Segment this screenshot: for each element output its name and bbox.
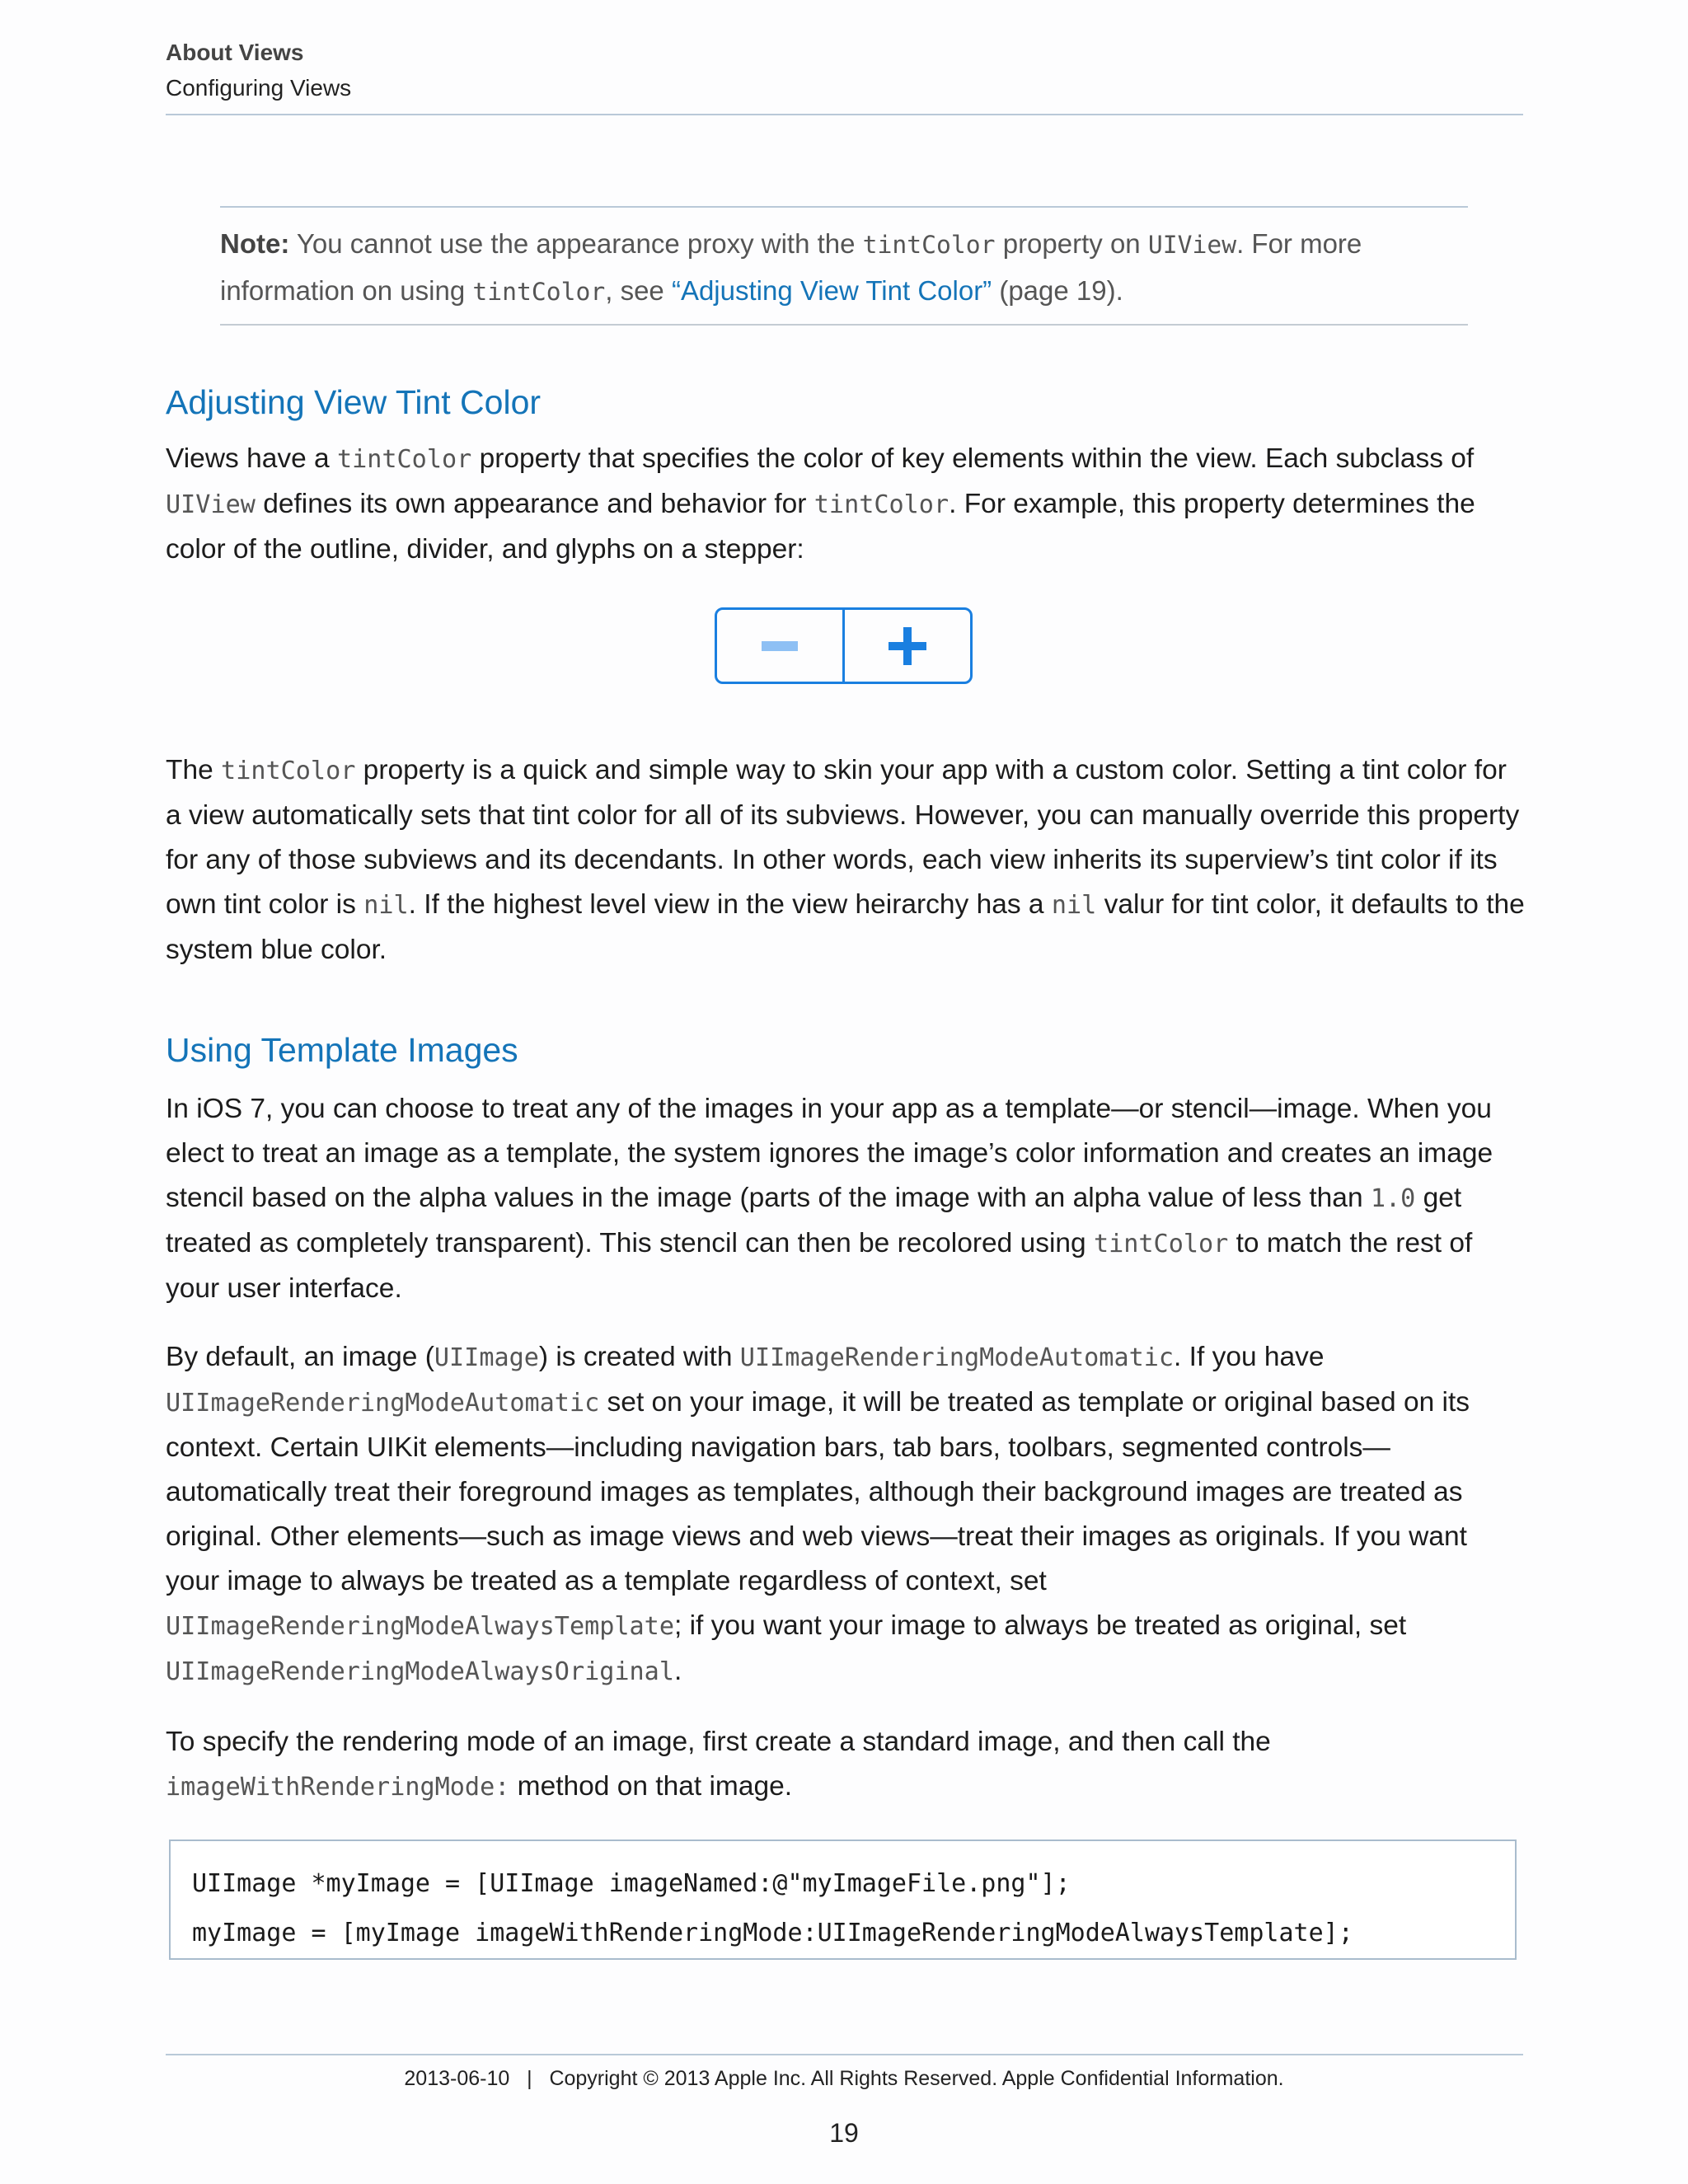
text-run: . For example, this property determines the color of the outline, divider, and glyphs on a stepper:	[166, 489, 1475, 565]
code-term: tintColor	[336, 445, 472, 474]
text-run: Views have a	[166, 443, 337, 474]
note-bottom-divider	[220, 324, 1468, 326]
code-term: UIView	[1147, 231, 1237, 260]
code-term: UIImageRenderingModeAutomatic	[739, 1343, 1175, 1372]
code-term: UIImage	[434, 1343, 539, 1372]
code-term: UIImageRenderingModeAutomatic	[166, 1389, 600, 1418]
text-run: (page 19).	[992, 275, 1123, 306]
header-section: Configuring Views	[166, 75, 352, 101]
minus-icon	[762, 641, 798, 651]
stepper-decrement	[717, 610, 845, 682]
header-divider	[166, 114, 1523, 115]
paragraph	[166, 437, 1526, 572]
cross-reference-link[interactable]: “Adjusting View Tint Color”	[671, 275, 992, 306]
text-run: method on that image.	[509, 1771, 793, 1802]
code-term: UIView	[166, 490, 256, 519]
code-listing	[169, 1840, 1517, 1960]
footer-copyright: 2013-06-10 | Copyright © 2013 Apple Inc. All Rights Reserved. Apple Confidential Information.	[404, 2067, 1284, 2090]
note-label: Note:	[220, 228, 290, 259]
section-heading-tint-color: Adjusting View Tint Color	[166, 383, 542, 421]
text-run: To specify the rendering mode of an image, first create a standard image, and then call the	[166, 1727, 1271, 1757]
section-heading-template-images: Using Template Images	[166, 1031, 518, 1069]
footer-divider	[166, 2054, 1523, 2055]
code-line: myImage = [myImage imageWithRenderingMode:UIImageRenderingModeAlwaysTemplate];	[192, 1919, 1353, 1947]
text-run: . For more information on using	[220, 228, 1362, 306]
text-run: property on	[995, 228, 1148, 259]
text-run: You cannot use the appearance proxy with the	[289, 228, 863, 259]
code-term: tintColor	[862, 231, 996, 260]
code-term: UIImageRenderingModeAlwaysOriginal	[166, 1657, 674, 1686]
text-run: By default, an image (	[166, 1342, 434, 1372]
text-run: In iOS 7, you can choose to treat any of the images in your app as a template—or stencil—image. When you elect to treat an image as a template, the system ignores the image’s color information and creates an image stencil based on the alpha values in the image (parts of the image with an alpha value of less than	[166, 1094, 1493, 1213]
text-run: ) is created with	[538, 1342, 740, 1372]
paragraph	[166, 1335, 1526, 1694]
text-run: defines its own appearance and behavior for	[255, 489, 814, 519]
text-run: set on your image, it will be treated as template or original based on its context. Certain UIKit elements—including navigation bars, tab bars, toolbars, segmented controls—automatically treat their foreground images as templates, although their background images are treated as original. Other elements—such as image views and web views—treat their images as originals. If you want your image to always be treated as a template regardless of context, set	[166, 1387, 1470, 1596]
text-run: ; if you want your image to always be treated as original, set	[673, 1610, 1407, 1641]
code-term: tintColor	[221, 757, 356, 785]
stepper-illustration	[715, 607, 973, 684]
plus-icon	[889, 627, 926, 665]
code-term: tintColor	[472, 278, 606, 307]
paragraph	[166, 748, 1526, 972]
text-run: to match the rest of your user interface.	[166, 1228, 1473, 1304]
code-term: tintColor	[1093, 1230, 1229, 1258]
text-run: The	[166, 755, 222, 785]
note-box	[220, 221, 1468, 315]
code-term: imageWithRenderingMode:	[166, 1773, 510, 1802]
code-term: 1.0	[1370, 1184, 1416, 1213]
paragraph	[166, 1087, 1526, 1311]
text-run: . If the highest level view in the view heirarchy has a	[408, 889, 1052, 920]
code-term: tintColor	[814, 490, 950, 519]
code-term: UIImageRenderingModeAlwaysTemplate	[166, 1612, 674, 1641]
text-run: property that specifies the color of key elements within the view. Each subclass of	[471, 443, 1475, 474]
header-chapter: About Views	[166, 40, 304, 65]
text-run: . If you have	[1174, 1342, 1325, 1372]
page-number: 19	[829, 2118, 859, 2148]
text-run: get treated as completely transparent). This stencil can then be recolored using	[166, 1183, 1462, 1258]
text-run: .	[673, 1656, 682, 1686]
code-term: nil	[1051, 891, 1097, 920]
paragraph	[166, 1720, 1526, 1810]
code-term: nil	[363, 891, 409, 920]
text-run: valur for tint color, it defaults to the system blue color.	[166, 889, 1525, 965]
code-line: UIImage *myImage = [UIImage imageNamed:@"myImageFile.png"];	[192, 1869, 1071, 1898]
stepper-increment	[845, 610, 970, 682]
text-run: , see	[605, 275, 672, 306]
text-run: property is a quick and simple way to skin your app with a custom color. Setting a tint color for a view automatically sets that tint color for all of its subviews. However, you can manually override this property for any of those subviews and its decendants. In other words, each view inherits its superview’s tint color if its own tint color is	[166, 755, 1520, 920]
note-top-divider	[220, 206, 1468, 208]
